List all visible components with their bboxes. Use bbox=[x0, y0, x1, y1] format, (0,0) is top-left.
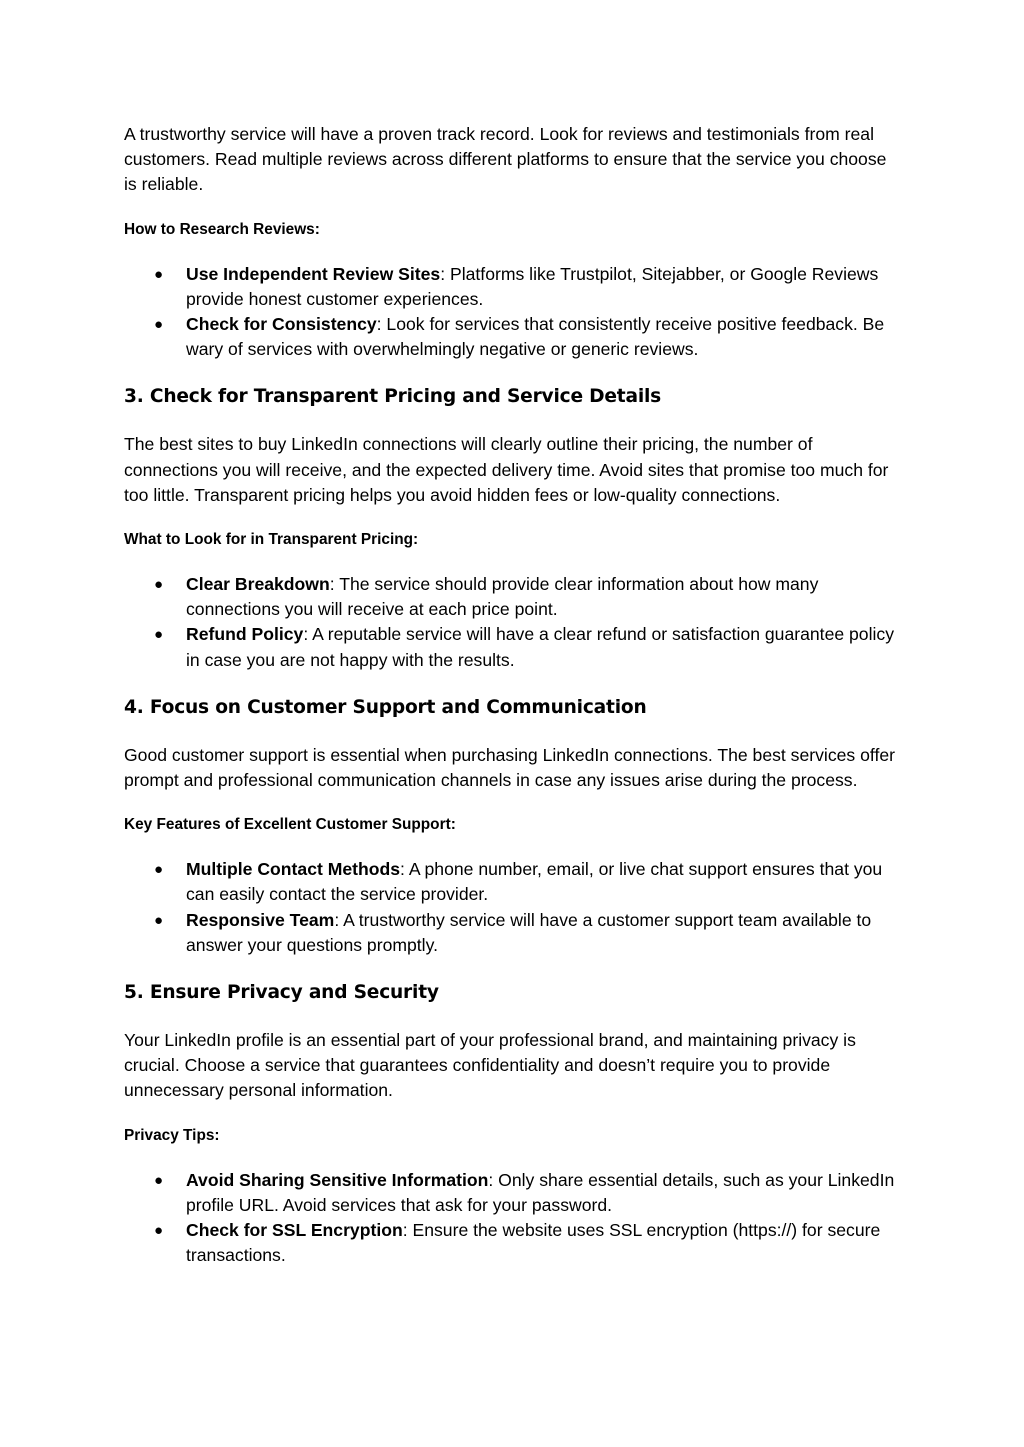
list-item-term: Avoid Sharing Sensitive Information bbox=[186, 1169, 489, 1190]
list-item-term: Multiple Contact Methods bbox=[186, 859, 401, 880]
section-5-subheading: Privacy Tips: bbox=[124, 1126, 220, 1144]
section-4-title: 4. Focus on Customer Support and Communication bbox=[124, 696, 647, 718]
research-list bbox=[124, 262, 904, 363]
bullet-icon: ● bbox=[154, 265, 164, 283]
list-item-term: Responsive Team bbox=[186, 909, 335, 930]
list-item bbox=[124, 622, 904, 672]
bullet-icon: ● bbox=[154, 861, 164, 879]
bullet-icon: ● bbox=[154, 316, 164, 334]
list-item-text: : A reputable service will have a clear refund or satisfaction guarantee policy in case you are not happy with the results. bbox=[186, 624, 895, 670]
document-page bbox=[124, 122, 904, 1268]
list-item-term: Use Independent Review Sites bbox=[186, 263, 441, 284]
section-5-body: Your LinkedIn profile is an essential part of your professional brand, and maintaining privacy is crucial. Choose a service that guarantees confidentiality and doesn’t require you to provide unnecessary personal information. bbox=[124, 1030, 856, 1101]
bullet-icon: ● bbox=[154, 576, 164, 594]
list-item bbox=[124, 1218, 904, 1268]
list-item-term: Clear Breakdown bbox=[186, 574, 330, 595]
list-item bbox=[124, 262, 904, 312]
section-3-list bbox=[124, 572, 904, 673]
section-4-body: Good customer support is essential when purchasing LinkedIn connections. The best services offer prompt and professional communication channels in case any issues arise during the process. bbox=[124, 744, 895, 791]
bullet-icon: ● bbox=[154, 626, 164, 644]
section-3-title: 3. Check for Transparent Pricing and Service Details bbox=[124, 386, 662, 408]
section-5-title: 5. Ensure Privacy and Security bbox=[124, 982, 439, 1004]
bullet-icon: ● bbox=[154, 911, 164, 929]
section-3-subheading: What to Look for in Transparent Pricing: bbox=[124, 531, 419, 549]
section-4-subheading: Key Features of Excellent Customer Support: bbox=[124, 816, 456, 834]
list-item-term: Check for Consistency bbox=[186, 314, 377, 335]
list-item bbox=[124, 312, 904, 362]
list-item bbox=[124, 1168, 904, 1218]
list-item-text: : Only share essential details, such as your LinkedIn profile URL. Avoid services that ask for your password. bbox=[186, 1169, 895, 1215]
list-item-text: : A trustworthy service will have a customer support team available to answer your questions promptly. bbox=[186, 909, 872, 955]
list-item bbox=[124, 572, 904, 622]
list-item-text: : Ensure the website uses SSL encryption (https://) for secure transactions. bbox=[186, 1220, 881, 1266]
list-item-term: Refund Policy bbox=[186, 624, 304, 645]
intro-paragraph: A trustworthy service will have a proven track record. Look for reviews and testimonials from real customers. Read multiple reviews across different platforms to ensure that the service you choose is reliable. bbox=[124, 124, 887, 195]
section-3-body: The best sites to buy LinkedIn connections will clearly outline their pricing, the number of connections you will receive, and the expected delivery time. Avoid sites that promise too much for too little. Transparent pricing helps you avoid hidden fees or low-quality connections. bbox=[124, 434, 889, 505]
research-subheading: How to Research Reviews: bbox=[124, 220, 320, 238]
list-item-text: : The service should provide clear information about how many connections you will receive at each price point. bbox=[186, 574, 819, 620]
list-item-term: Check for SSL Encryption bbox=[186, 1220, 403, 1241]
section-4-list bbox=[124, 857, 904, 958]
section-5-list bbox=[124, 1168, 904, 1269]
list-item bbox=[124, 857, 904, 907]
list-item bbox=[124, 908, 904, 958]
list-item-text: : Look for services that consistently receive positive feedback. Be wary of services with overwhelmingly negative or generic reviews. bbox=[186, 314, 885, 360]
list-item-text: : Platforms like Trustpilot, Sitejabber, or Google Reviews provide honest customer experiences. bbox=[186, 263, 879, 309]
bullet-icon: ● bbox=[154, 1171, 164, 1189]
bullet-icon: ● bbox=[154, 1222, 164, 1240]
list-item-text: : A phone number, email, or live chat support ensures that you can easily contact the service provider. bbox=[186, 859, 883, 905]
